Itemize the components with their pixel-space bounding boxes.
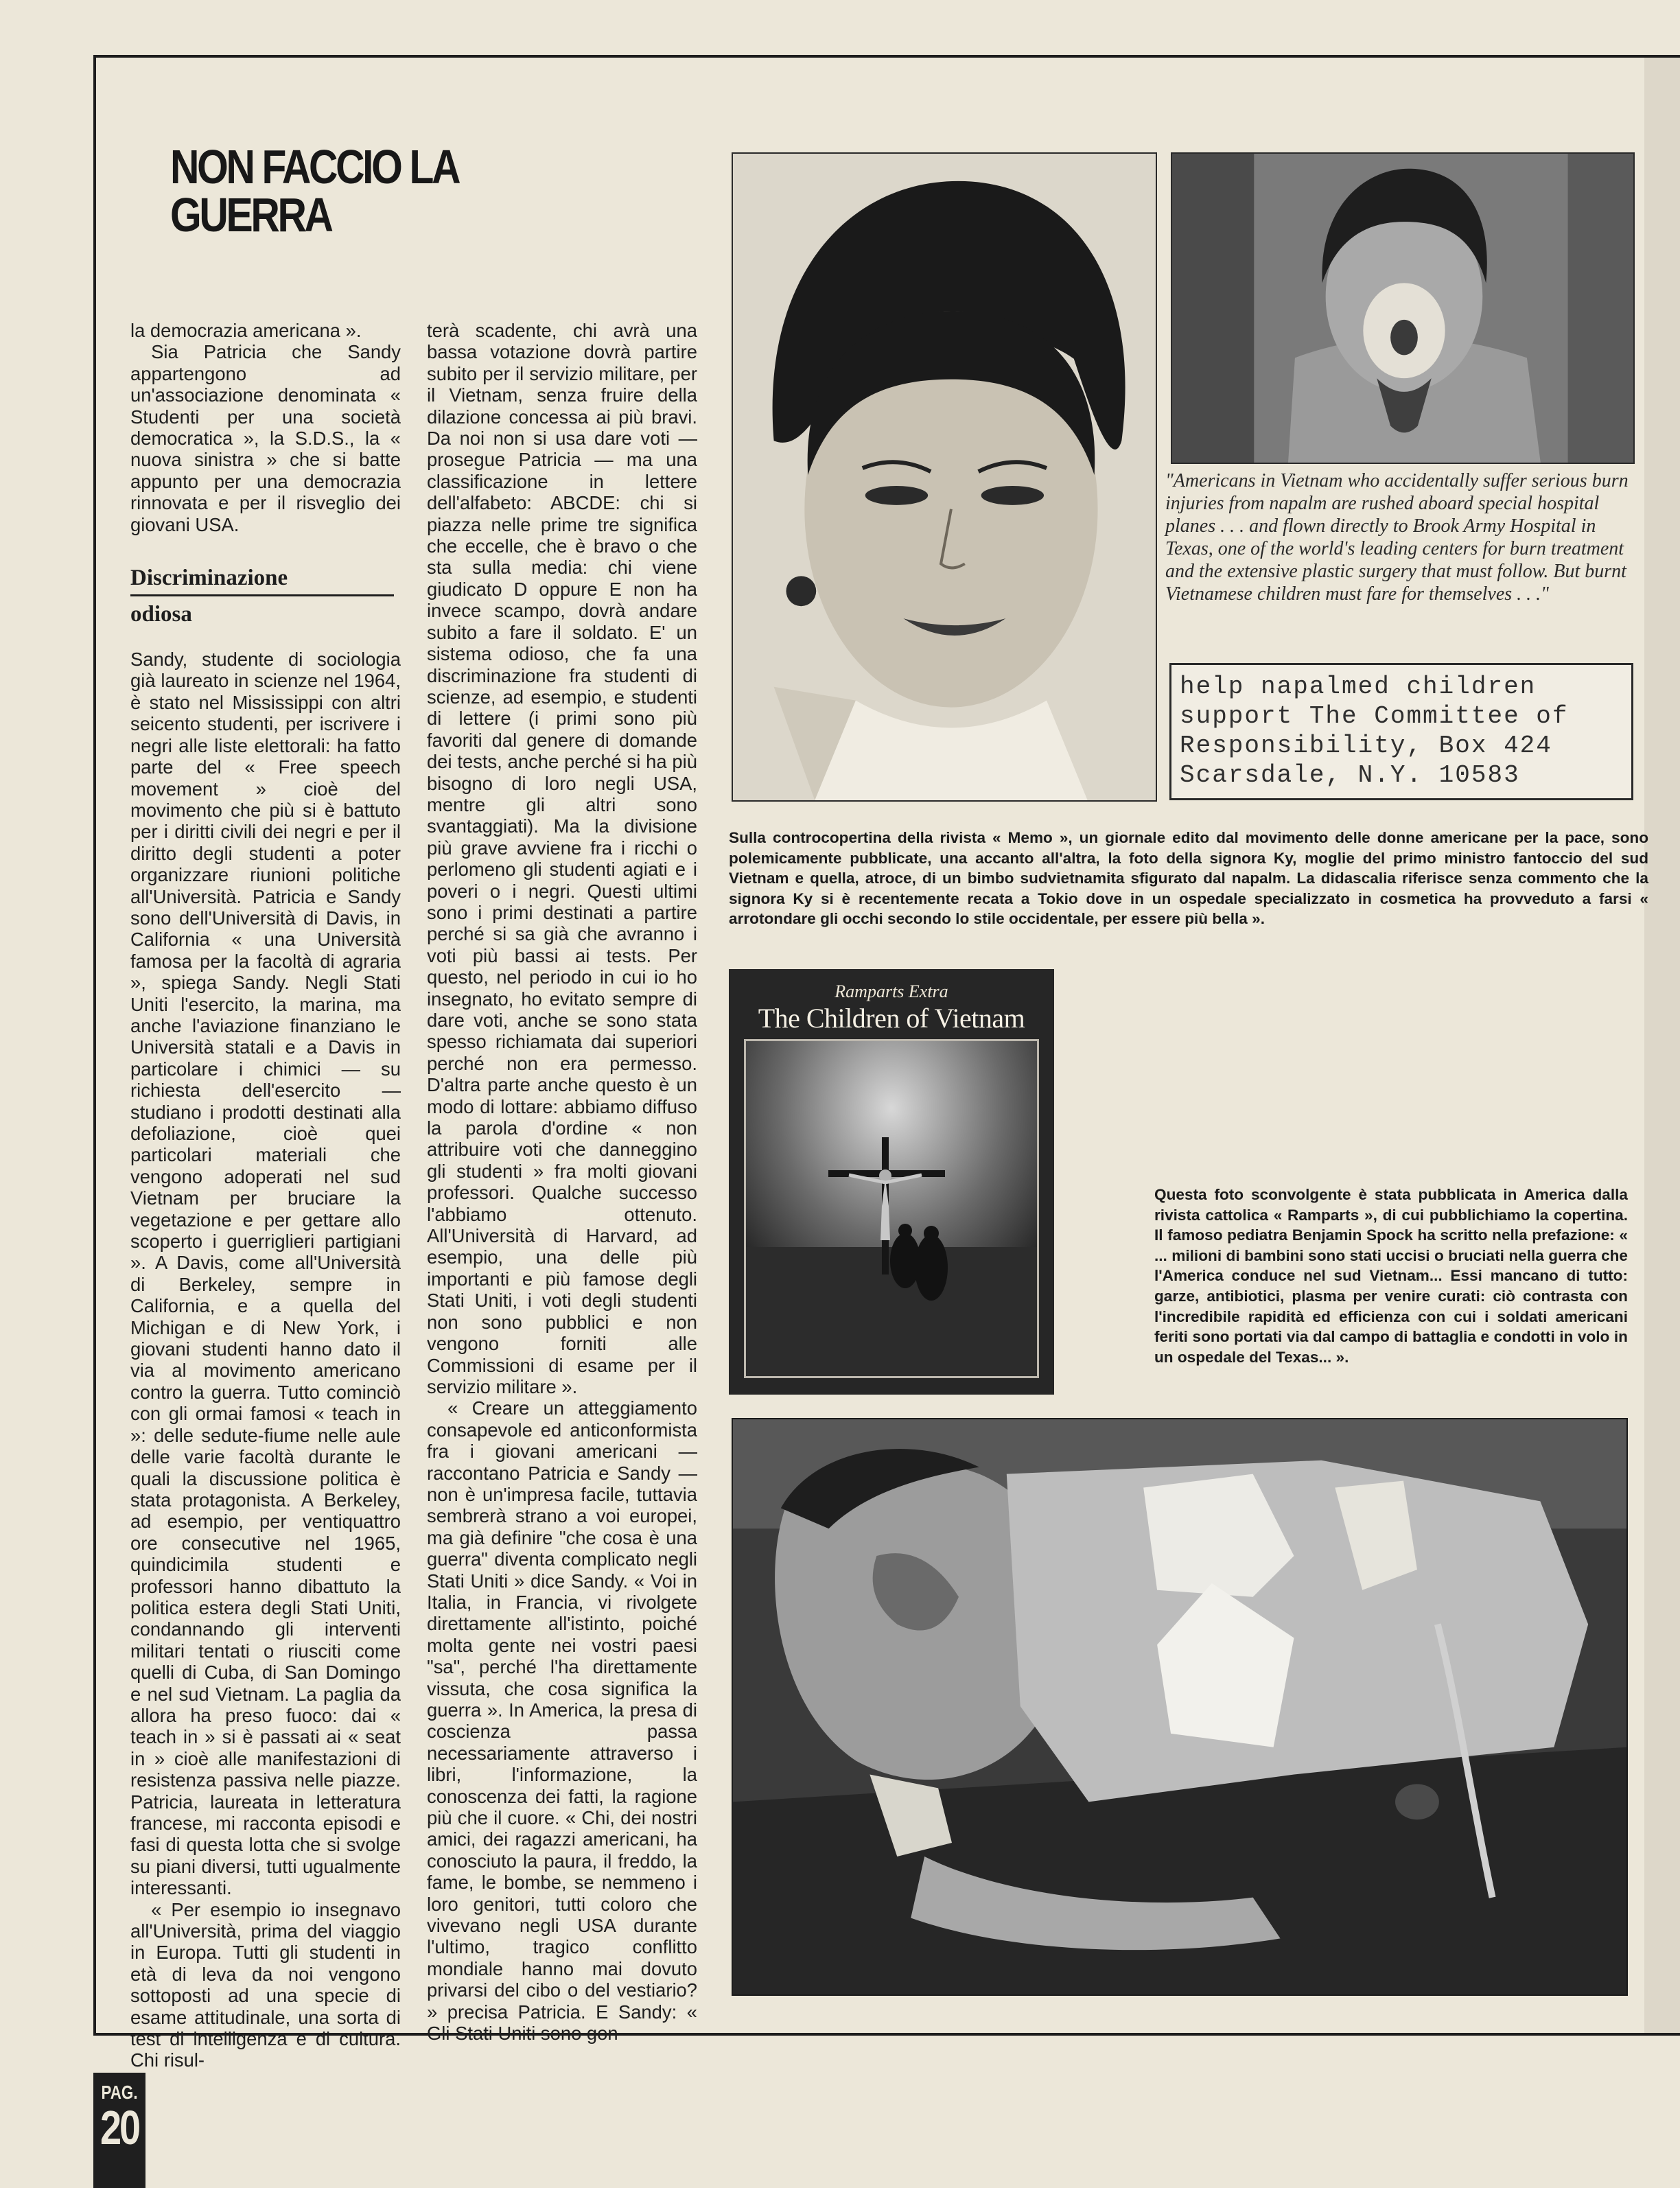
subheading-line-2: odiosa (130, 602, 192, 627)
section-subheading (130, 563, 401, 629)
page-headline: NON FACCIO LA GUERRA (170, 140, 457, 242)
frame-top-rule (93, 55, 1680, 58)
article-column-1 (130, 320, 401, 2071)
frame-left-rule (93, 55, 96, 2036)
stamp-line: support The Committee of (1180, 702, 1569, 730)
page-number: 20 (100, 2101, 139, 2154)
paragraph: Sandy, studente di sociologia già laureato in scienze nel 1964, è stato nel Mississippi con altri seicento studenti, per iscrivere i negri alle liste elettorali: ha fatto parte del « Free speech movement » cioè del movimento che più si è battuto per i diritti civili dei negri e per il diritto degli studenti a poter organizzare riunioni politiche all'Università. Patricia e Sandy sono dell'Università di Davis, in California « una Università famosa per la facoltà di agraria », spiega Sandy. Negli Stati Uniti l'esercito, la marina, ma anche l'aviazione finanziano le Università statali e a Davis in particolare i chimici — su richiesta dell'esercito — studiano i prodotti destinati alla defoliazione, cioè quei particolari materiali che vengono adoperati nel sud Vietnam per bruciare la vegetazione e per gettare allo scoperto i guerriglieri partigiani ». A Davis, come all'Università di Berkeley, sempre in California, e a quella del Michigan e di New York, i giovani studenti hanno dato il via al movimento americano contro la guerra. Tutto cominciò con gli ormai famosi « teach in »: delle sedute-fiume nelle aule delle varie facoltà durante le quali la discussione politica è stata protagonista. A Berkeley, ad esempio, per ventiquattro ore consecutive nel 1965, quindicimila studenti e professori hanno dibattuto la politica estera degli Stati Uniti, condannando gli interventi militari tentati o riusciti come quelli di Cuba, di San Domingo e nel sud Vietnam. La paglia da allora ha preso fuoco: dai « teach in » si è passati ai « seat in » cioè alle manifestazioni di resistenza passiva nelle piazze. Patricia, laureata in letteratura francese, mi racconta episodi e fasi di questa lotta che si svolge su piani diversi, tutti ugualmente interessanti. (130, 649, 401, 1899)
stamp-line: Scarsdale, N.Y. 10583 (1180, 761, 1520, 789)
committee-stamp (1169, 663, 1633, 800)
cover-title: The Children of Vietnam (758, 1003, 1025, 1034)
facing-page-edge (1644, 58, 1680, 2033)
photo-wounded-child-large (732, 1418, 1628, 1996)
stamp-line: help napalmed children (1180, 673, 1537, 701)
ramparts-cover-image (729, 969, 1054, 1395)
page-number-box (93, 2073, 145, 2188)
portrait-photo-madame-ky (732, 152, 1157, 802)
paragraph: « Per esempio io insegnavo all'Università, prima del viaggio in Europa. Tutti gli studenti in età di leva da noi vengono sottoposti ad una specie di esame attitudinale, una sorta di test di intelligenza e di cultura. Chi risul- (130, 1898, 401, 2071)
photo-burned-child (1171, 152, 1635, 464)
paragraph: terà scadente, chi avrà una bassa votazione dovrà partire subito per il servizio militare, per il Vietnam, senza fruire della dilazione concessa ai più bravi. Da noi non si usa dare voti — prosegue Patricia — ma una classificazione in lettere dell'alfabeto: ABCDE: chi si piazza nelle prime tre significa che eccelle, che è bravo o che sta sulla media: chi viene giudicato D oppure E non ha invece scampo, dovrà andare subito a fare il soldato. E' un sistema odioso, che fa una discriminazione fra studenti di scienze, ad esempio, e studenti di lettere (i primi sono più favoriti dal genere di domande dei tests, anche perché si ha più bisogno di loro negli USA, mentre gli altri sono svantaggiati). Ma la divisione più grave avviene fra i ricchi o perlomeno gli studenti agiati e i poveri o i negri. Questi ultimi sono i primi destinati a partire perché si sa già che avranno i voti più bassi ai tests. Per questo, nel periodo in cui io ho insegnato, ho evitato sempre di dare voti, anche se sono stata spesso richiamata dai superiori perché non era permesso. D'altra parte anche questo è un modo di lottare: abbiamo diffuso la parola d'ordine « non attribuire voti che danneggino gli studenti » fra molti giovani professori. Qualche successo l'abbiamo ottenuto. All'Università di Harvard, ad esempio, una delle più importanti e più famose degli Stati Uniti, i voti degli studenti non sono pubblici e non vengono forniti alle Commissioni di esame per il servizio militare ». (427, 320, 697, 1397)
subheading-line-1: Discriminazione (130, 566, 288, 591)
cover-crucifix-photo (744, 1039, 1039, 1378)
caption-memo-photos: Sulla controcopertina della rivista « Memo », un giornale edito dal movimento delle donne americane per la pace, sono polemicamente pubblicate, una accanto all'altra, la foto della signora Ky, moglie del primo ministro fantoccio del sud Vietnam e quella, atroce, di un bimbo sudvietnamita sfigurato dal napalm. La didascalia riferisce senza commento che la signora Ky si è recentemente recata a Tokio dove in un ospedale specializzato in cosmetica ha provveduto a farsi « arrotondare gli occhi secondo lo stile occidentale, per essere più bella ». (729, 829, 1648, 928)
paragraph: « Creare un atteggiamento consapevole ed anticonformista fra i giovani americani — raccontano Patricia e Sandy — non è un'impresa facile, tuttavia sembrerà strano a voi europei, ma già definire "che cosa è una guerra" diventa complicato negli Stati Uniti » dice Sandy. « Voi in Italia, in Francia, vi rivolgete direttamente all'istinto, poiché molta gente nei vostri paesi "sa", perché l'ha direttamente vissuta, che cosa significa la guerra ». In America, la presa di coscienza passa necessariamente attraverso i libri, l'informazione, la conoscenza dei fatti, la ragione più che il cuore. « Chi, dei nostri amici, dei ragazzi americani, ha conosciuto la paura, il freddo, la fame, le bombe, se nemmeno i loro genitori, tutti coloro che vivevano negli USA durante l'ultimo, tragico conflitto mondiale hanno mai dovuto privarsi del cibo o del vestiario? » precisa Patricia. E Sandy: « Gli Stati Uniti sono gon- (427, 1397, 697, 2045)
subheading-rule (130, 594, 394, 596)
memo-english-caption: "Americans in Vietnam who accidentally suffer serious burn injuries from napalm are rushed aboard special hospital planes . . . and flown directly to Brook Army Hospital in Texas, one of the world's leading centers for burn treatment and the extensive plastic surgery that must follow. But burnt Vietnamese children must fare for themselves . . ." (1165, 470, 1629, 605)
cover-brand: Ramparts Extra (835, 981, 948, 1001)
page-label: PAG. (101, 2082, 138, 2103)
paragraph: Sia Patricia che Sandy appartengono ad un'associazione denominata « Studenti per una società democratica », la S.D.S., la « nuova sinistra » che si batte appunto per una democrazia rinnovata e per il risveglio dei giovani USA. (130, 341, 401, 535)
stamp-line: Responsibility, Box 424 (1180, 732, 1552, 760)
article-column-2 (427, 320, 697, 2045)
paragraph: la democrazia americana ». (130, 320, 362, 341)
caption-ramparts-cover: Questa foto sconvolgente è stata pubblicata in America dalla rivista cattolica « Ramparts », di cui pubblichiamo la copertina. Il famoso pediatra Benjamin Spock ha scritto nella prefazione: « ... milioni di bambini sono stati uccisi o bruciati nella guerra che l'America conduce nel sud Vietnam... Essi mancano di tutto: garze, antibiotici, plasma per venire curati: ciò contrasta con l'incredibile rapidità ed efficienza con cui i soldati americani feriti sono portati via dal campo di battaglia e condotti in volo in un ospedale del Texas... ». (1154, 1186, 1628, 1366)
